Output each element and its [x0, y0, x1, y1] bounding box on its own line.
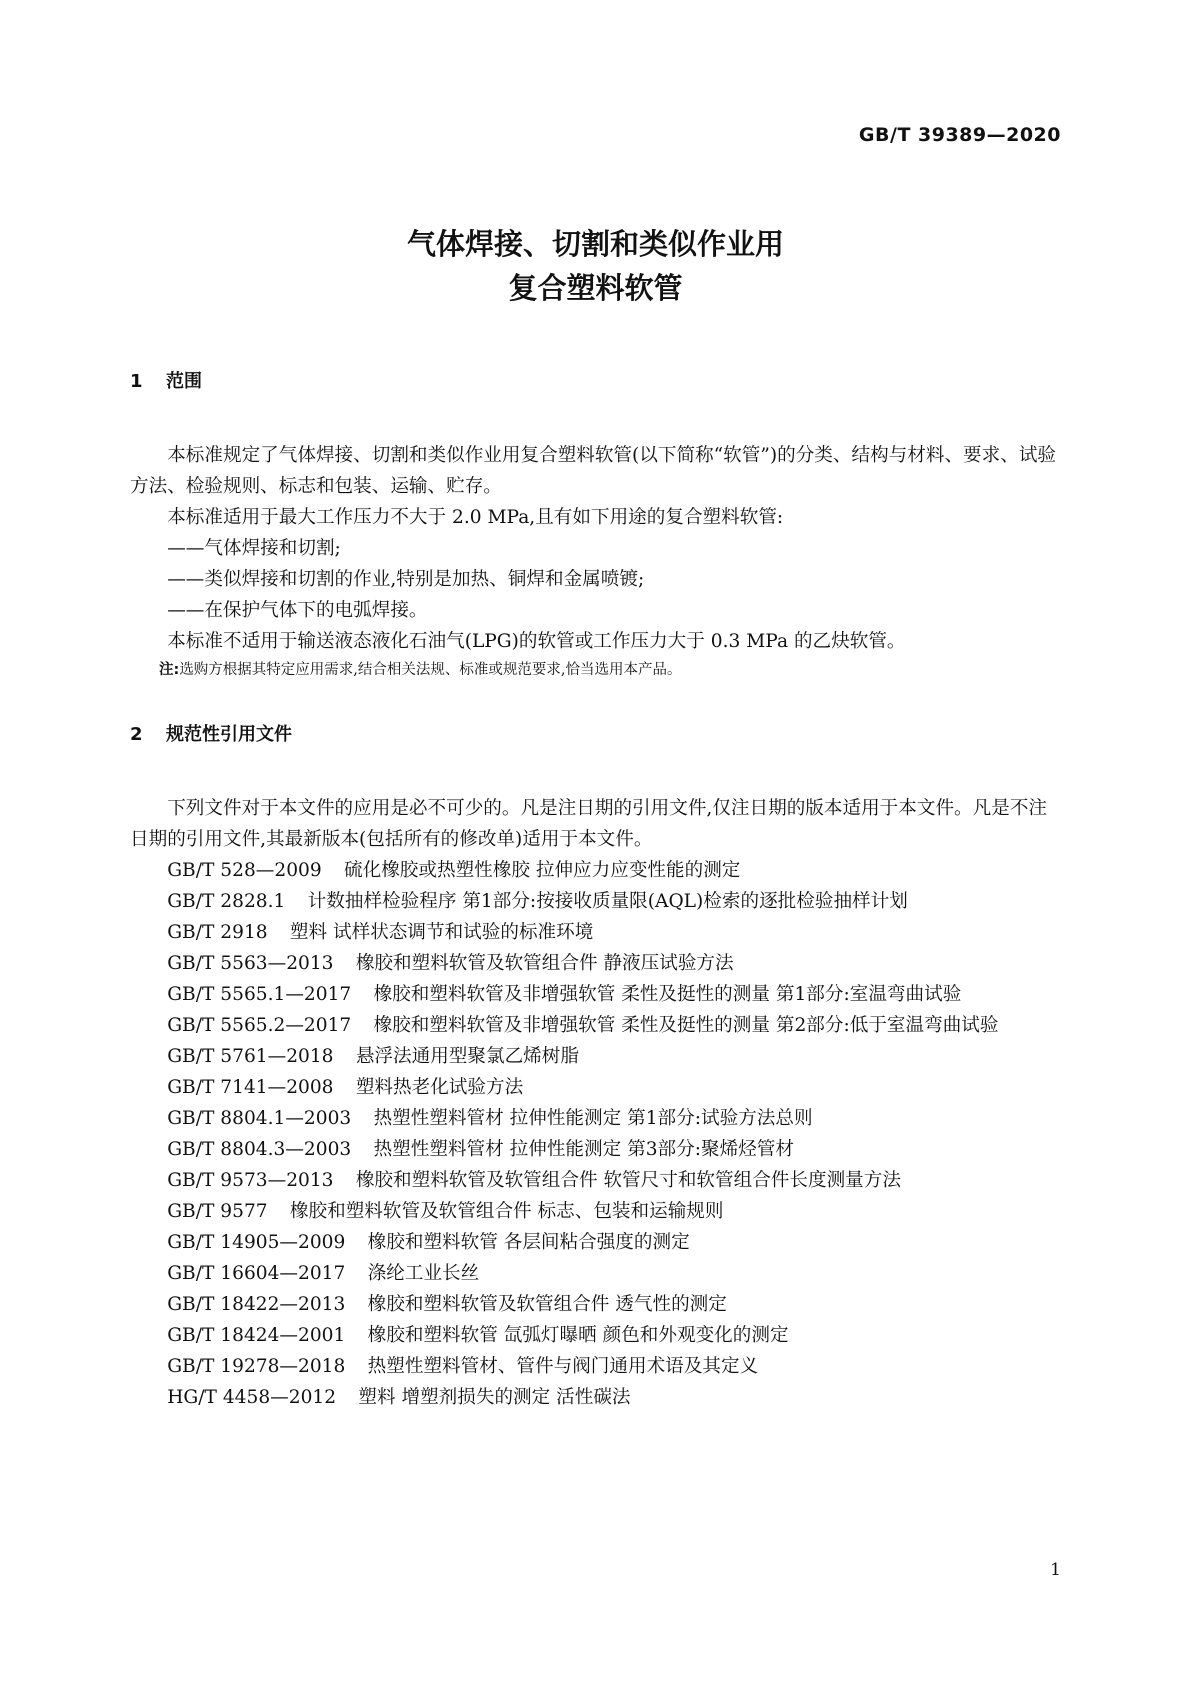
reference-title: 橡胶和塑料软管及软管组合件 标志、包装和运输规则 [289, 1201, 724, 1222]
reference-list [130, 855, 1060, 1413]
reference-code: GB/T 19278—2018 [167, 1356, 346, 1377]
reference-code: GB/T 16604—2017 [167, 1263, 346, 1284]
reference-title: 悬浮法通用型聚氯乙烯树脂 [355, 1046, 579, 1067]
reference-code: HG/T 4458—2012 [167, 1387, 337, 1408]
reference-item [130, 886, 1060, 917]
reference-item [130, 1165, 1060, 1196]
section-1-heading [130, 370, 1060, 394]
reference-item [130, 1227, 1060, 1258]
reference-title: 计数抽样检验程序 第1部分:按接收质量限(AQL)检索的逐批检验抽样计划 [307, 891, 908, 912]
document-body [130, 370, 1060, 1413]
reference-title: 橡胶和塑料软管及软管组合件 软管尺寸和软管组合件长度测量方法 [355, 1170, 901, 1191]
reference-code: GB/T 18424—2001 [167, 1325, 346, 1346]
reference-code: GB/T 8804.3—2003 [167, 1139, 352, 1160]
reference-title: 热塑性塑料管材 拉伸性能测定 第1部分:试验方法总则 [373, 1108, 813, 1129]
reference-title: 塑料 试样状态调节和试验的标准环境 [289, 922, 594, 943]
reference-code: GB/T 18422—2013 [167, 1294, 346, 1315]
reference-code: GB/T 2828.1 [167, 891, 286, 912]
note-label: 注: [159, 662, 180, 678]
scope-list-item: ——类似焊接和切割的作业,特别是加热、铜焊和金属喷镀; [167, 569, 645, 590]
reference-title: 橡胶和塑料软管及非增强软管 柔性及挺性的测量 第1部分:室温弯曲试验 [373, 984, 962, 1005]
reference-item [130, 1196, 1060, 1227]
reference-code: GB/T 9573—2013 [167, 1170, 334, 1191]
scope-paragraph-2: 本标准适用于最大工作压力不大于 2.0 MPa,且有如下用途的复合塑料软管: [167, 507, 784, 528]
document-title [0, 222, 1191, 310]
reference-item [130, 1320, 1060, 1351]
reference-title: 热塑性塑料管材、管件与阀门通用术语及其定义 [367, 1356, 759, 1377]
section-title: 范围 [166, 371, 202, 392]
scope-note [130, 657, 1060, 683]
reference-item [130, 979, 1060, 1010]
reference-title: 硫化橡胶或热塑性橡胶 拉伸应力应变性能的测定 [344, 860, 741, 881]
reference-code: GB/T 5563—2013 [167, 953, 334, 974]
section-2-heading [130, 723, 1060, 747]
reference-item [130, 1258, 1060, 1289]
reference-item [130, 1041, 1060, 1072]
reference-item [130, 1351, 1060, 1382]
reference-item [130, 1072, 1060, 1103]
reference-code: GB/T 5565.1—2017 [167, 984, 352, 1005]
reference-code: GB/T 528—2009 [167, 860, 322, 881]
page-number: 1 [1050, 1560, 1061, 1580]
scope-paragraph-1: 本标准规定了气体焊接、切割和类似作业用复合塑料软管(以下简称“软管”)的分类、结构与材料、要求、试验方法、检验规则、标志和包装、运输、贮存。 [130, 445, 1057, 497]
reference-title: 热塑性塑料管材 拉伸性能测定 第3部分:聚烯烃管材 [373, 1139, 794, 1160]
reference-title: 塑料热老化试验方法 [355, 1077, 524, 1098]
reference-code: GB/T 8804.1—2003 [167, 1108, 352, 1129]
title-line-2: 复合塑料软管 [508, 271, 683, 305]
scope-paragraph-3: 本标准不适用于输送液态液化石油气(LPG)的软管或工作压力大于 0.3 MPa 的乙炔软管。 [167, 631, 906, 652]
reference-item [130, 855, 1060, 886]
reference-item [130, 1134, 1060, 1165]
reference-title: 橡胶和塑料软管及非增强软管 柔性及挺性的测量 第2部分:低于室温弯曲试验 [373, 1015, 999, 1036]
references-intro: 下列文件对于本文件的应用是必不可少的。凡是注日期的引用文件,仅注日期的版本适用于本文件。凡是不注日期的引用文件,其最新版本(包括所有的修改单)适用于本文件。 [130, 798, 1048, 850]
standard-id: GB/T 39389—2020 [858, 124, 1061, 146]
reference-title: 橡胶和塑料软管及软管组合件 透气性的测定 [367, 1294, 727, 1315]
note-text: 选购方根据其特定应用需求,结合相关法规、标准或规范要求,恰当选用本产品。 [179, 662, 682, 678]
reference-code: GB/T 5565.2—2017 [167, 1015, 352, 1036]
reference-title: 橡胶和塑料软管 氙弧灯曝晒 颜色和外观变化的测定 [367, 1325, 789, 1346]
title-line-1: 气体焊接、切割和类似作业用 [406, 227, 784, 261]
reference-title: 塑料 增塑剂损失的测定 活性碳法 [358, 1387, 631, 1408]
section-title: 规范性引用文件 [166, 724, 292, 745]
reference-code: GB/T 7141—2008 [167, 1077, 334, 1098]
reference-item [130, 1289, 1060, 1320]
reference-item [130, 1103, 1060, 1134]
reference-item [130, 1010, 1060, 1041]
reference-code: GB/T 2918 [167, 922, 268, 943]
section-number: 2 [130, 724, 143, 745]
reference-title: 涤纶工业长丝 [367, 1263, 480, 1284]
scope-list-item: ——气体焊接和切割; [167, 538, 341, 559]
reference-code: GB/T 14905—2009 [167, 1232, 346, 1253]
reference-item [130, 917, 1060, 948]
reference-item [130, 1382, 1060, 1413]
reference-code: GB/T 5761—2018 [167, 1046, 334, 1067]
scope-list-item: ——在保护气体下的电弧焊接。 [167, 600, 428, 621]
reference-title: 橡胶和塑料软管 各层间粘合强度的测定 [367, 1232, 690, 1253]
reference-title: 橡胶和塑料软管及软管组合件 静液压试验方法 [355, 953, 734, 974]
reference-code: GB/T 9577 [167, 1201, 268, 1222]
reference-item [130, 948, 1060, 979]
section-number: 1 [130, 371, 143, 392]
